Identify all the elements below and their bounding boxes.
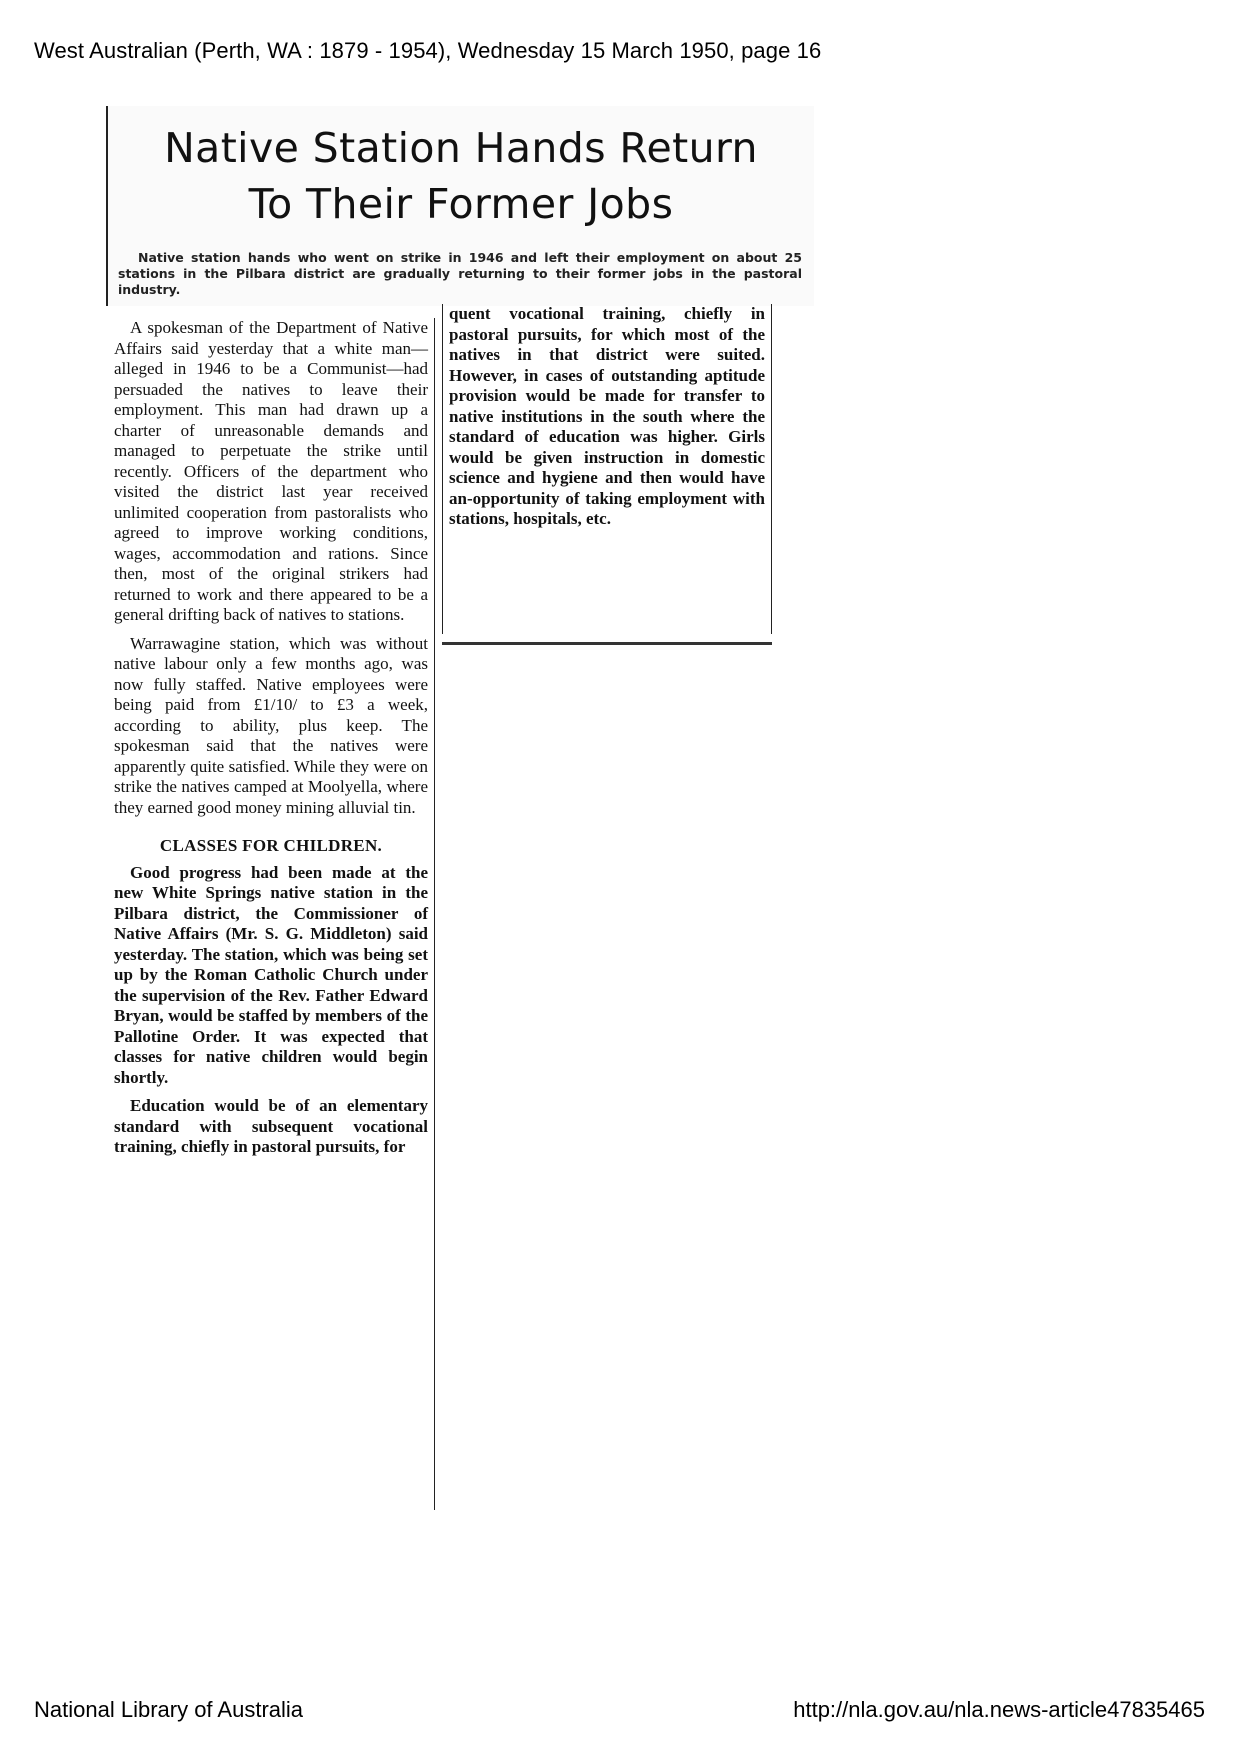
paragraph-4: Education would be of an elementary standard with subsequent vocational training, chiefly in pastoral pursuits, for (114, 1096, 428, 1156)
headline-line-1: Native Station Hands Return (164, 124, 758, 172)
headline-line-2: To Their Former Jobs (248, 180, 674, 228)
article-headline (116, 120, 806, 232)
newspaper-clipping (106, 106, 812, 1510)
paragraph-3: Good progress had been made at the new White Springs native station in the Pilbara district, the Commissioner of Native Affairs (Mr. S. G. Middleton) said yesterday. The station, which was being set up by the Roman Catholic Church under the supervision of the Rev. Father Edward Bryan, would be staffed by members of the Pallotine Order. It was expected that classes for native children would begin shortly. (114, 862, 428, 1087)
headline-box (106, 106, 814, 306)
article-intro: Native station hands who went on strike in 1946 and left their employment on about 25 stations in the Pilbara district are gradually returning to their former jobs in the pastoral industry. (118, 250, 802, 297)
page-citation: West Australian (Perth, WA : 1879 - 1954), Wednesday 15 March 1950, page 16 (34, 38, 822, 63)
column-2 (442, 304, 772, 634)
article-url: http://nla.gov.au/nla.news-article47835465 (793, 1697, 1205, 1722)
column-1 (114, 318, 435, 1510)
section-subhead: CLASSES FOR CHILDREN. (159, 836, 383, 855)
paragraph-continued: quent vocational training, chiefly in pastoral pursuits, for which most of the natives in that district were suited. However, in cases of outstanding aptitude provision would be made for transfer to native institutions in the south where the standard of education was higher. Girls would be given instruction in domestic science and hygiene and then would have an-opportunity of taking employment with stations, hospitals, etc. (449, 304, 765, 528)
paragraph-1: A spokesman of the Department of Native Affairs said yesterday that a white man—alleged in 1946 to be a Communist—had persuaded the natives to leave their employment. This man had drawn up a charter of unreasonable demands and managed to perpetuate the strike until recently. Officers of the department who visited the district last year received unlimited cooperation from pastoralists who agreed to improve working conditions, wages, accommodation and rations. Since then, most of the original strikers had returned to work and there appeared to be a general drifting back of natives to stations. (114, 318, 428, 624)
library-name: National Library of Australia (34, 1697, 304, 1722)
end-rule (442, 642, 772, 645)
paragraph-2: Warrawagine station, which was without native labour only a few months ago, was now fully staffed. Native employees were being paid from £1/10/ to £3 a week, according to ability, plus keep. The spokesman said that the natives were apparently quite satisfied. While they were on strike the natives camped at Moolyella, where they earned good money mining alluvial tin. (114, 633, 428, 817)
